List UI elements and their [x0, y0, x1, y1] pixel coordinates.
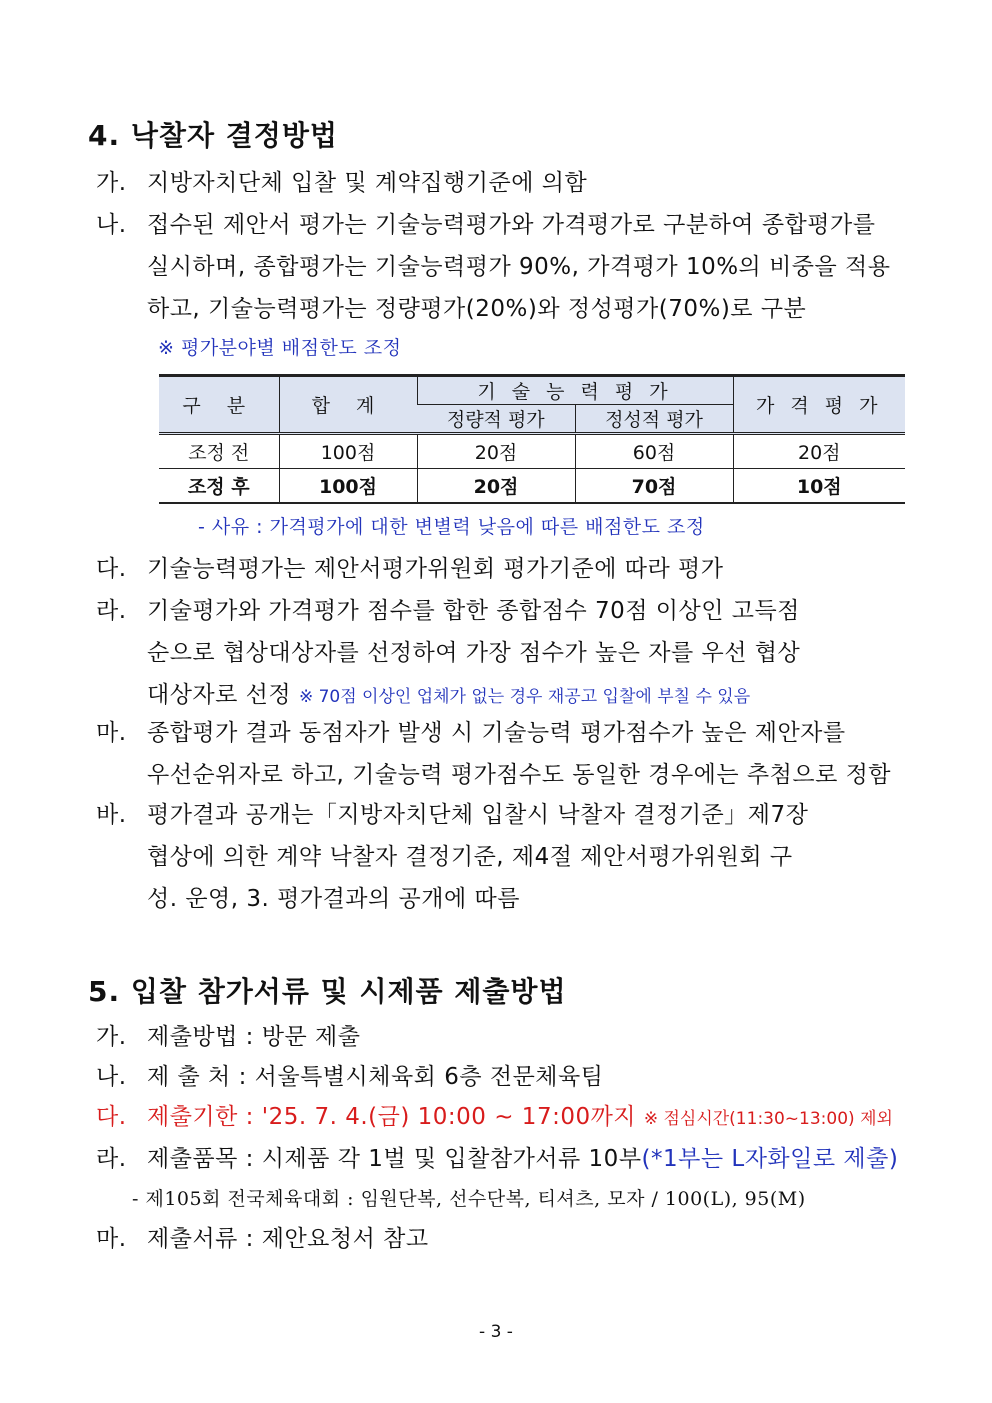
score-table	[159, 374, 905, 504]
item-mark: 가.	[96, 170, 127, 196]
item-ba-line2: 협상에 의한 계약 낙찰자 결정기준, 제4절 제안서평가위원회 구	[147, 844, 793, 870]
item-5-da	[96, 1098, 893, 1131]
item-ra-line2: 순으로 협상대상자를 선정하여 가장 점수가 높은 자를 우선 협상	[147, 640, 801, 666]
item-text: 제출서류 : 제안요청서 참고	[147, 1226, 429, 1252]
item-mark: 다.	[96, 556, 127, 582]
item-na-line3: 하고, 기술능력평가는 정량평가(20%)와 정성평가(70%)로 구분	[147, 296, 807, 322]
deadline-text: 제출기한 : '25. 7. 4.(금) 10:00 ~ 17:00까지	[147, 1104, 637, 1130]
item-ba-line3: 성. 운영, 3. 평가결과의 공개에 따름	[147, 886, 520, 912]
section-5-title: 5. 입찰 참가서류 및 시제품 제출방법	[88, 975, 567, 1008]
item-text: 지방자치단체 입찰 및 계약집행기준에 의함	[147, 170, 588, 196]
item-mark: 라.	[96, 1146, 127, 1172]
item-ra-line3	[147, 676, 750, 709]
binder-note: (*1부는 L자화일로 제출)	[641, 1146, 899, 1172]
no-bidder-note: ※ 70점 이상인 업체가 없는 경우 재공고 입찰에 부칠 수 있음	[298, 687, 751, 707]
item-text: 접수된 제안서 평가는 기술능력평가와 가격평가로 구분하여 종합평가를	[147, 212, 876, 238]
table-row	[159, 434, 905, 469]
item-5-ra	[96, 1140, 898, 1173]
row-label: 조정 후	[159, 469, 279, 504]
item-ba-line1	[96, 796, 808, 829]
item-text: 제출품목 : 시제품 각 1벌 및 입찰참가서류 10부	[147, 1146, 642, 1172]
item-5-ma	[96, 1220, 429, 1253]
header-total: 합 계	[279, 376, 417, 434]
item-text: 대상자로 선정	[147, 682, 292, 708]
item-ma-line2: 우선순위자로 하고, 기술능력 평가점수도 동일한 경우에는 추첨으로 정함	[147, 762, 892, 788]
row-qual: 60점	[575, 434, 733, 469]
item-na-line1	[96, 206, 875, 239]
lunch-note: ※ 점심시간(11:30~13:00) 제외	[643, 1109, 893, 1129]
item-da	[96, 550, 723, 583]
item-mark: 마.	[96, 720, 127, 746]
item-ma-line1	[96, 714, 846, 747]
item-mark: 가.	[96, 1024, 127, 1050]
row-price: 20점	[733, 434, 905, 469]
page-number: - 3 -	[479, 1322, 513, 1342]
row-qual: 70점	[575, 469, 733, 504]
item-mark: 나.	[96, 212, 127, 238]
item-mark: 마.	[96, 1226, 127, 1252]
item-text: 기술평가와 가격평가 점수를 합한 종합점수 70점 이상인 고득점	[147, 598, 800, 624]
item-text: 종합평가 결과 동점자가 발생 시 기술능력 평가점수가 높은 제안자를	[147, 720, 846, 746]
item-5-na	[96, 1058, 603, 1091]
row-price: 10점	[733, 469, 905, 504]
item-text: 제출방법 : 방문 제출	[147, 1024, 361, 1050]
header-qual: 정성적 평가	[575, 405, 733, 434]
row-quant: 20점	[417, 434, 575, 469]
section-4-title: 4. 낙찰자 결정방법	[88, 119, 338, 152]
item-mark: 라.	[96, 598, 127, 624]
item-ra-line1	[96, 592, 800, 625]
item-text: 제 출 처 : 서울특별시체육회 6층 전문체육팀	[147, 1064, 604, 1090]
header-division: 구 분	[159, 376, 279, 434]
score-adjust-note: ※ 평가분야별 배점한도 조정	[158, 337, 402, 359]
table-header-row	[159, 376, 905, 405]
item-5-ga	[96, 1018, 360, 1051]
row-total: 100점	[279, 469, 417, 504]
header-tech: 기 술 능 력 평 가	[417, 376, 733, 405]
header-price: 가 격 평 가	[733, 376, 905, 434]
row-total: 100점	[279, 434, 417, 469]
item-text: 평가결과 공개는「지방자치단체 입찰시 낙찰자 결정기준」제7장	[147, 802, 809, 828]
row-quant: 20점	[417, 469, 575, 504]
header-quant: 정량적 평가	[417, 405, 575, 434]
table-row	[159, 469, 905, 504]
item-mark: 바.	[96, 802, 127, 828]
item-na-line2: 실시하며, 종합평가는 기술능력평가 90%, 가격평가 10%의 비중을 적용	[147, 254, 891, 280]
item-mark: 다.	[96, 1104, 127, 1130]
item-mark: 나.	[96, 1064, 127, 1090]
row-label: 조정 전	[159, 434, 279, 469]
item-text: 기술능력평가는 제안서평가위원회 평가기준에 따라 평가	[147, 556, 724, 582]
adjust-reason: - 사유 : 가격평가에 대한 변별력 낮음에 따른 배점한도 조정	[198, 516, 705, 538]
item-ga	[96, 164, 587, 197]
items-detail: - 제105회 전국체육대회 : 임원단복, 선수단복, 티셔츠, 모자 / 100(L), 95(M)	[132, 1188, 806, 1210]
